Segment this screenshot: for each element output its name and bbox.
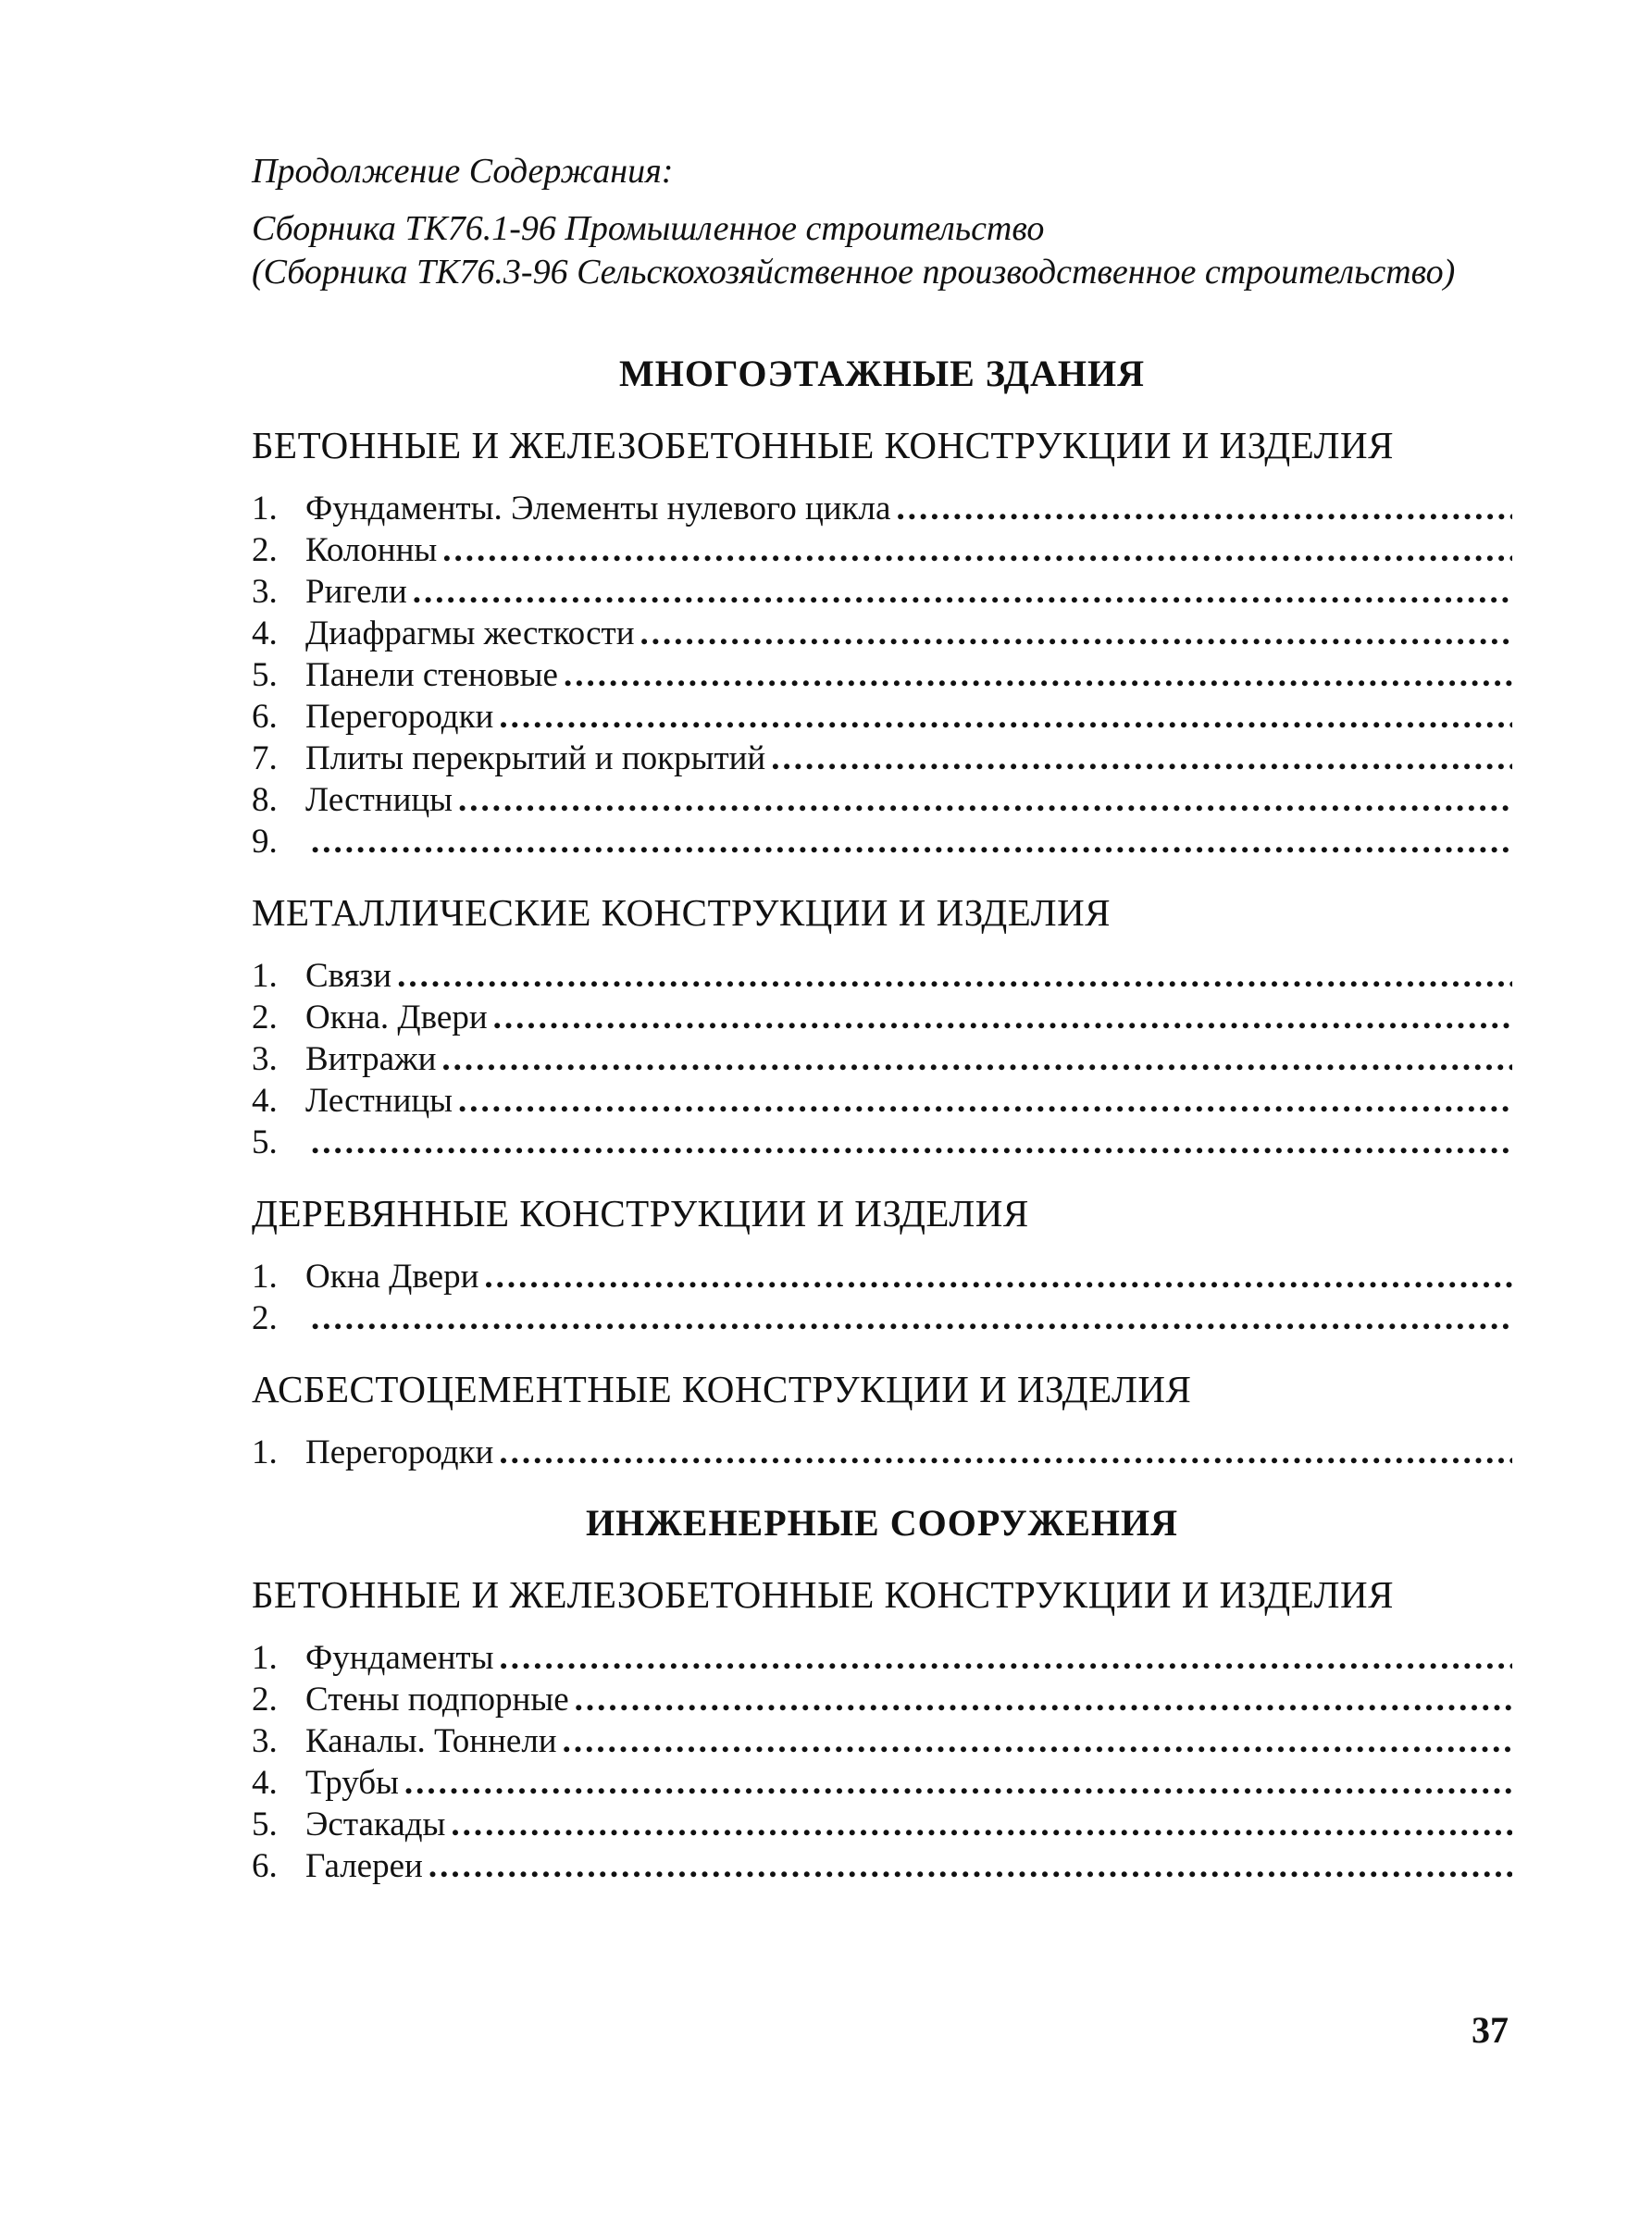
toc-item-number: 1.	[252, 1433, 278, 1471]
toc-item-label: Лестницы	[305, 781, 453, 819]
toc-item[interactable]	[252, 696, 1512, 738]
toc-item[interactable]	[252, 955, 1512, 997]
toc-item-label: Галереи	[305, 1847, 423, 1885]
toc-item[interactable]	[252, 1080, 1512, 1122]
toc-item-number: 1.	[252, 1639, 278, 1677]
toc-item-number: 9.	[252, 823, 278, 861]
toc-section	[252, 1367, 1512, 1473]
toc-item-label: Фундаменты. Элементы нулевого цикла	[305, 490, 891, 527]
toc-section	[252, 890, 1512, 1163]
section-title: МЕТАЛЛИЧЕСКИЕ КОНСТРУКЦИИ И ИЗДЕЛИЯ	[252, 891, 1112, 934]
toc-item-number: 2.	[252, 1681, 278, 1719]
toc-item[interactable]	[252, 1122, 1512, 1163]
toc-item[interactable]	[252, 529, 1512, 571]
toc-item-label: Каналы. Тоннели	[305, 1722, 557, 1760]
toc-section	[252, 1191, 1512, 1339]
toc-item-label: Колонны	[305, 531, 438, 569]
dot-leader	[575, 1679, 1512, 1720]
dot-leader	[493, 997, 1512, 1038]
section-title: ДЕРЕВЯННЫЕ КОНСТРУКЦИИ И ИЗДЕЛИЯ	[252, 1192, 1029, 1235]
intro-continuation-line: Продолжение Содержания:	[252, 152, 674, 191]
page-number: 37	[1472, 2009, 1509, 2051]
document-page	[252, 148, 1512, 1915]
dot-leader	[429, 1845, 1512, 1887]
toc-item[interactable]	[252, 1720, 1512, 1762]
toc-item-label: Фундаменты	[305, 1639, 494, 1677]
dot-leader	[404, 1762, 1512, 1804]
dot-leader	[499, 1432, 1512, 1473]
toc-item-label: Лестницы	[305, 1082, 453, 1120]
toc-item-number: 3.	[252, 1722, 278, 1760]
toc-item-number: 3.	[252, 1040, 278, 1078]
toc-item-label: Панели стеновые	[305, 656, 558, 694]
toc-item[interactable]	[252, 1679, 1512, 1720]
dot-leader	[499, 696, 1512, 738]
part-title: ИНЖЕНЕРНЫЕ СООРУЖЕНИЯ	[585, 1502, 1178, 1544]
dot-leader	[311, 1297, 1512, 1339]
intro-collection-alt-line: (Сборника ТК76.3-96 Сельскохозяйственное производственное строительство)	[252, 253, 1456, 292]
toc-item[interactable]	[252, 654, 1512, 696]
toc-item-number: 1.	[252, 1258, 278, 1296]
toc-item-label: Витражи	[305, 1040, 437, 1078]
toc-item-number: 2.	[252, 999, 278, 1036]
toc-list	[252, 1432, 1512, 1473]
dot-leader	[451, 1804, 1512, 1845]
toc-item[interactable]	[252, 488, 1512, 529]
toc-item-label: Эстакады	[305, 1806, 446, 1843]
toc-item[interactable]	[252, 1762, 1512, 1804]
section-title: БЕТОННЫЕ И ЖЕЛЕЗОБЕТОННЫЕ КОНСТРУКЦИИ И ИЗДЕЛИЯ	[252, 424, 1394, 466]
toc-item-number: 5.	[252, 656, 278, 694]
dot-leader	[441, 1038, 1512, 1080]
toc-item-label: Диафрагмы жесткости	[305, 614, 635, 652]
dot-leader	[442, 529, 1512, 571]
toc-item-number: 1.	[252, 957, 278, 995]
toc-item-label: Ригели	[305, 573, 407, 611]
toc-list	[252, 1637, 1512, 1887]
toc-item[interactable]	[252, 779, 1512, 821]
toc-item-number: 4.	[252, 1082, 278, 1120]
dot-leader	[311, 1122, 1512, 1163]
toc-item[interactable]	[252, 1804, 1512, 1845]
toc-item-label: Перегородки	[305, 698, 494, 736]
toc-item[interactable]	[252, 738, 1512, 779]
toc-item-label: Трубы	[305, 1764, 399, 1802]
toc-item[interactable]	[252, 1297, 1512, 1339]
toc-list	[252, 1256, 1512, 1339]
toc-item-number: 4.	[252, 1764, 278, 1802]
toc-item[interactable]	[252, 997, 1512, 1038]
toc-item-label: Окна. Двери	[305, 999, 488, 1036]
dot-leader	[458, 779, 1512, 821]
dot-leader	[896, 488, 1512, 529]
section-title: АСБЕСТОЦЕМЕНТНЫЕ КОНСТРУКЦИИ И ИЗДЕЛИЯ	[252, 1368, 1192, 1410]
toc-item-label: Окна Двери	[305, 1258, 479, 1296]
toc-item[interactable]	[252, 613, 1512, 654]
toc-item-number: 5.	[252, 1123, 278, 1161]
toc-item-number: 4.	[252, 614, 278, 652]
dot-leader	[640, 613, 1513, 654]
toc-item[interactable]	[252, 571, 1512, 613]
toc-item[interactable]	[252, 1038, 1512, 1080]
dot-leader	[413, 571, 1512, 613]
toc-section	[252, 423, 1512, 863]
toc-item-number: 1.	[252, 490, 278, 527]
toc-item-label: Перегородки	[305, 1433, 494, 1471]
toc-item-number: 2.	[252, 1299, 278, 1337]
toc-item-number: 7.	[252, 739, 278, 777]
toc-item-number: 5.	[252, 1806, 278, 1843]
intro-block	[252, 148, 1512, 294]
dot-leader	[564, 654, 1512, 696]
dot-leader	[563, 1720, 1512, 1762]
toc-item-label: Плиты перекрытий и покрытий	[305, 739, 766, 777]
toc-item-label: Стены подпорные	[305, 1681, 569, 1719]
toc-item-number: 6.	[252, 698, 278, 736]
dot-leader	[499, 1637, 1512, 1679]
dot-leader	[771, 738, 1512, 779]
toc-list	[252, 955, 1512, 1163]
toc-item[interactable]	[252, 821, 1512, 863]
toc-item-number: 2.	[252, 531, 278, 569]
part-title: МНОГОЭТАЖНЫЕ ЗДАНИЯ	[618, 353, 1146, 394]
section-title: БЕТОННЫЕ И ЖЕЛЕЗОБЕТОННЫЕ КОНСТРУКЦИИ И ИЗДЕЛИЯ	[252, 1573, 1394, 1616]
dot-leader	[458, 1080, 1512, 1122]
toc-item[interactable]	[252, 1432, 1512, 1473]
dot-leader	[397, 955, 1512, 997]
dot-leader	[484, 1256, 1512, 1297]
toc-item-number: 3.	[252, 573, 278, 611]
toc-list	[252, 488, 1512, 863]
toc-item[interactable]	[252, 1637, 1512, 1679]
dot-leader	[311, 821, 1512, 863]
intro-collection-line: Сборника ТК76.1-96 Промышленное строительство	[252, 209, 1045, 248]
toc-item-number: 6.	[252, 1847, 278, 1885]
toc-section	[252, 1572, 1512, 1887]
toc-item-number: 8.	[252, 781, 278, 819]
toc-item[interactable]	[252, 1256, 1512, 1297]
toc-item[interactable]	[252, 1845, 1512, 1887]
toc-item-label: Связи	[305, 957, 392, 995]
